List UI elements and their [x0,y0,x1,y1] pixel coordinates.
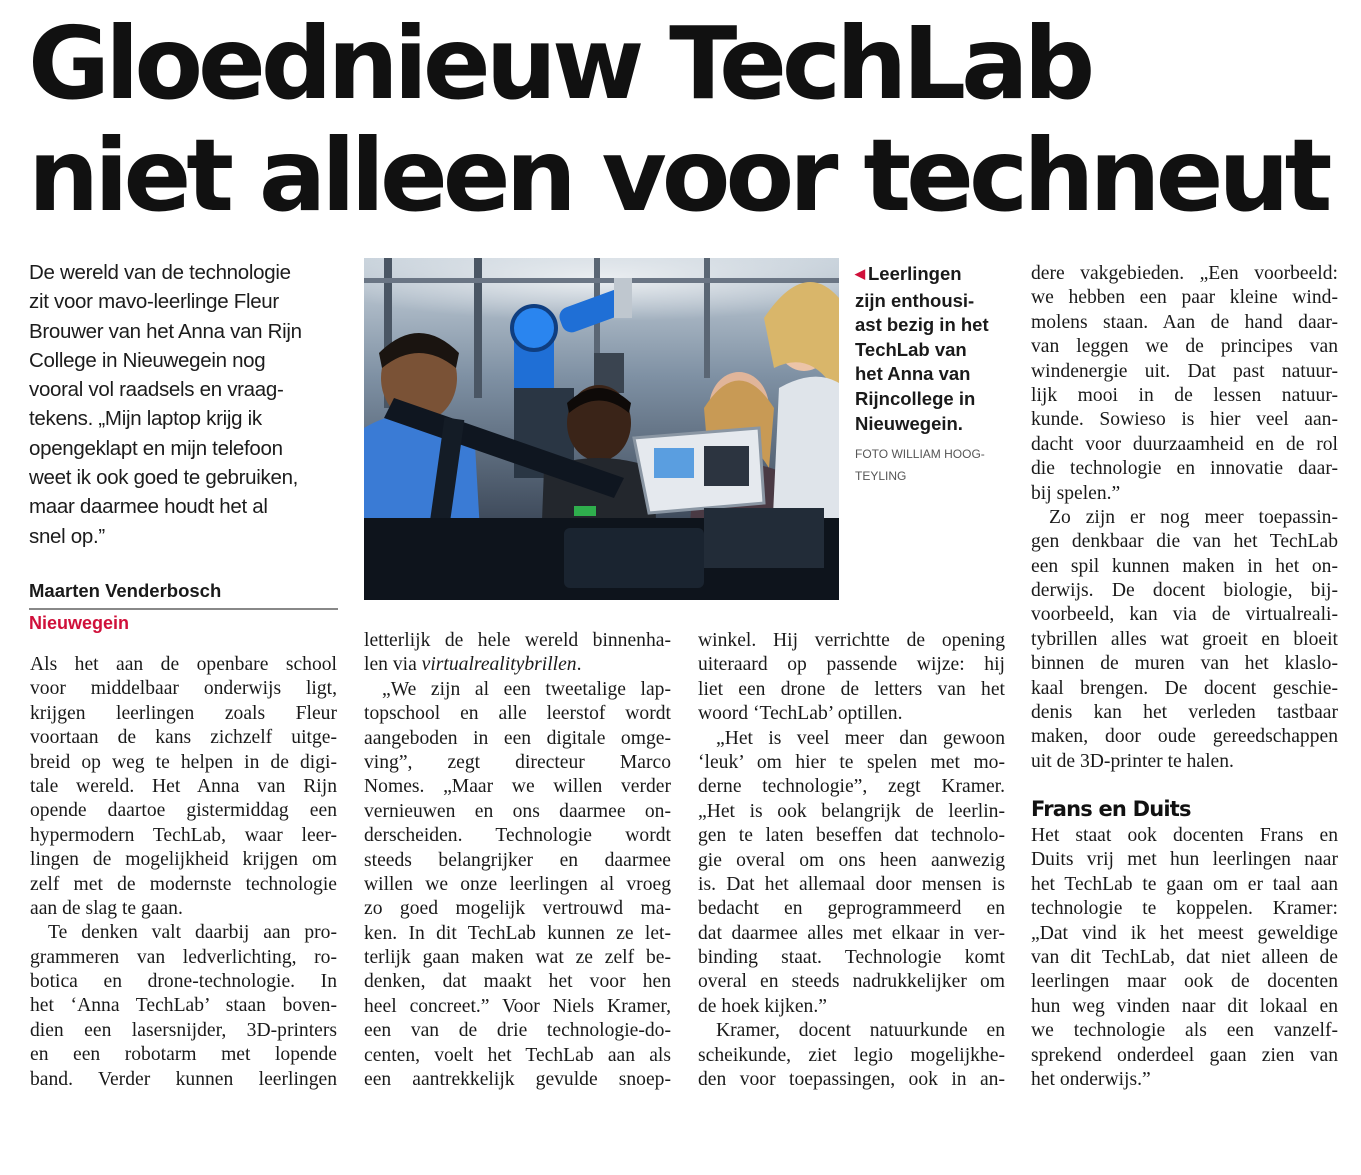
photo-caption [855,262,1015,487]
caption-line: Leerlingen [868,263,962,284]
students-techlab-photo [364,258,839,600]
body-line: letterlijk de hele wereld binnenha- [364,630,671,651]
body-line: kunde. Sowieso is hier veel aan- [1031,409,1338,431]
body-line: Het staat ook docenten Frans en [1031,825,1338,846]
body-line: aan de slag te gaan. [30,897,183,919]
body-line: derne technologie”, zegt Kramer. [698,776,1005,798]
intro-paragraph [29,258,341,551]
body-line: derscheiden. Technologie wordt [364,825,671,847]
body-line: willen we onze leerlingen al vroeg [364,873,671,895]
body-line: terlijk gaan maken wat ze zelf be- [364,947,671,969]
caption-line: TechLab van [855,338,967,360]
body-line: leerlingen maar ook de docenten [1031,971,1338,993]
body-line: hun weg vinden naar dit lokaal en [1031,995,1338,1017]
body-line: Kramer, docent natuurkunde en [716,1020,1005,1042]
intro-line: Brouwer van het Anna van Rijn [29,319,302,343]
body-line: botica en drone-technologie. In [30,971,337,993]
body-line: we technologie als een vanzelf- [1031,1020,1338,1042]
body-line: winkel. Hij verrichtte de opening [698,630,1005,651]
body-line: we hebben een paar kleine wind- [1031,287,1338,309]
body-line: maken, door oude gereedschappen [1031,726,1338,748]
body-line: „Dat vind ik het meest geweldige [1031,922,1338,944]
body-line-text: len via [364,654,422,676]
body-line: en een robotarm met lopende [30,1044,337,1066]
body-line-emphasis: virtualrealitybrillen [421,654,577,676]
headline-line-2: niet alleen voor techneut [28,117,1328,234]
intro-line: tekens. „Mijn laptop krijg ik [29,407,262,431]
body-line: centen, voelt het TechLab aan als [364,1044,671,1066]
body-line: tybrillen alles wat groeit en bloeit [1031,628,1338,650]
body-line: opende daartoe gistermiddag een [30,800,337,822]
body-line: topschool en alle leerstof wordt [364,703,671,725]
body-line: technologie te koppelen. Kramer: [1031,898,1338,920]
intro-line: weet ik ook goed te gebruiken, [29,466,299,490]
body-line: lingen de mogelijkheid krijgen om [30,849,337,871]
body-column-3 [698,629,1005,1092]
body-line [364,653,671,677]
body-line: woord ‘TechLab’ optillen. [698,703,903,725]
caption-line: zijn enthousi- [855,289,975,311]
body-line: ‘leuk’ om hier te spelen met mo- [698,751,1005,773]
body-line: liet een drone de letters van het [698,678,1005,700]
body-line: van dit TechLab, dat niet alleen de [1031,946,1338,968]
body-line: aangeboden in een digitale omge- [364,727,671,749]
body-line: een van de drie technologie-do- [364,1020,671,1042]
intro-line: opengeklapt en mijn telefoon [29,436,283,460]
body-line: binding staat. Technologie komt [698,947,1005,969]
body-line: „We zijn al een tweetalige lap- [382,678,671,700]
body-line: gie overal om ons heen aanwezig [698,849,1005,871]
credit-line: TEYLING [855,469,907,484]
body-line: scheikunde, ziet legio mogelijkhe- [698,1044,1005,1066]
body-line: „Het is ook belangrijk de leerlin- [698,800,1005,822]
body-line: kaal brengen. De docent geschie- [1031,677,1338,699]
body-line: krijgen leerlingen zoals Fleur [30,702,337,724]
intro-line: maar daarmee houdt het al [29,495,268,519]
body-line: band. Verder kunnen leerlingen [30,1068,337,1090]
body-line: steeds belangrijker en daarmee [364,849,671,871]
intro-line: snel op.” [29,524,105,548]
body-line: breid op weg te helpen in de digi- [30,751,337,773]
intro-line: De wereld van de technologie [29,261,291,284]
body-line: uit de 3D-printer te halen. [1031,750,1234,772]
body-line: Te denken valt daarbij aan pro- [48,922,337,944]
body-line: voor middelbaar onderwijs ligt, [30,678,337,700]
body-line: derwijs. De docent biologie, bij- [1031,580,1338,602]
headline-line-1: Gloednieuw TechLab [28,5,1091,122]
body-line: die technologie en innovatie daar- [1031,458,1338,480]
body-line: het TechLab te gaan om er taal aan [1031,873,1338,895]
body-line: Zo zijn er nog meer toepassin- [1049,506,1338,528]
body-line: heel concreet.” Voor Niels Kramer, [364,995,671,1017]
body-line: de hoek kijken.” [698,995,827,1017]
subheading: Frans en Duits [1031,797,1191,821]
body-line: tale wereld. Het Anna van Rijn [30,775,337,797]
body-line: vernieuwen en ons daarmee on- [364,800,671,822]
body-line: dacht voor duurzaamheid en de rol [1031,433,1338,455]
credit-line: FOTO WILLIAM HOOG- [855,447,985,462]
caption-text [855,262,1015,436]
body-line: sprekend onderdeel gaan zien van [1031,1044,1338,1066]
body-line: molens staan. Aan de hand daar- [1031,311,1338,333]
body-line: denken, dat maakt het voor hen [364,971,671,993]
body-line: uiteraard op passende wijze: hij [698,654,1005,676]
body-line: lijk mooi in de lessen natuur- [1031,384,1338,406]
caption-line: Nieuwegein. [855,412,963,434]
caption-line: Rijncollege in [855,387,976,409]
body-line: is. Dat het allemaal door mensen is [698,873,1005,895]
body-line: van leggen we de principes van [1031,336,1338,358]
caption-line: ast bezig in het [855,314,989,336]
intro-line: zit voor mavo-leerlinge Fleur [29,290,279,314]
body-line: „Het is veel meer dan gewoon [716,727,1005,749]
body-line: denis kan het verleden tastbaar [1031,702,1338,724]
body-line: gen te laten beseffen dat technolo- [698,825,1005,847]
article-photo [364,258,839,600]
body-line: den voor toepassingen, ook in an- [698,1069,1005,1091]
body-line: voorbeeld, kan via de virtualreali- [1031,604,1338,626]
body-line: dere vakgebieden. „Een voorbeeld: [1031,263,1338,284]
body-line: grammeren van ledverlichting, ro- [30,946,337,968]
body-column-1 [30,653,337,1092]
body-line-text: . [576,654,582,676]
body-line: het onderwijs.” [1031,1068,1151,1090]
body-line: overal en steeds nadrukkelijker om [698,971,1005,993]
body-line: het ‘Anna TechLab’ staan boven- [30,995,337,1017]
body-column-4-continued [1031,824,1338,1092]
byline-author: Maarten Venderbosch [29,578,338,610]
byline-place: Nieuwegein [29,613,130,633]
intro-line: College in Nieuwegein nog [29,348,266,372]
body-line: Duits vrij met hun leerlingen naar [1031,849,1338,871]
body-line: ving”, zegt directeur Marco [364,751,671,773]
body-line: hypermodern TechLab, waar leer- [30,824,337,846]
body-line: windenergie uit. Dat past natuur- [1031,360,1338,382]
caption-pointer-icon: ◀ [855,266,865,281]
intro-line: vooral vol raadsels en vraag- [29,378,284,402]
body-column-4 [1031,262,1338,774]
body-line: gen denkbaar die van het TechLab [1031,531,1338,553]
body-line: ken. In dit TechLab kunnen ze let- [364,922,671,944]
body-line: zelf met de modernste technologie [30,873,337,895]
body-line: een aantrekkelijk gevulde snoep- [364,1069,671,1091]
body-line: Nomes. „Maar we willen verder [364,776,671,798]
body-line: bedacht en geprogrammeerd en [698,898,1005,920]
body-line: dien een lasersnijder, 3D-printers [30,1019,337,1041]
caption-line: het Anna van [855,363,971,385]
body-line: een spil kunnen maken in het on- [1031,555,1338,577]
body-column-2 [364,629,671,1092]
body-line: zo goed mogelijk vertrouwd ma- [364,898,671,920]
body-line: Als het aan de openbare school [30,654,337,675]
body-line: bij spelen.” [1031,482,1121,504]
photo-credit [855,443,1015,487]
body-line: binnen de muren van het klaslo- [1031,653,1338,675]
body-line: voortaan de kans zichzelf uitge- [30,727,337,749]
body-line: dat daarmee alles met elkaar in ver- [698,922,1005,944]
